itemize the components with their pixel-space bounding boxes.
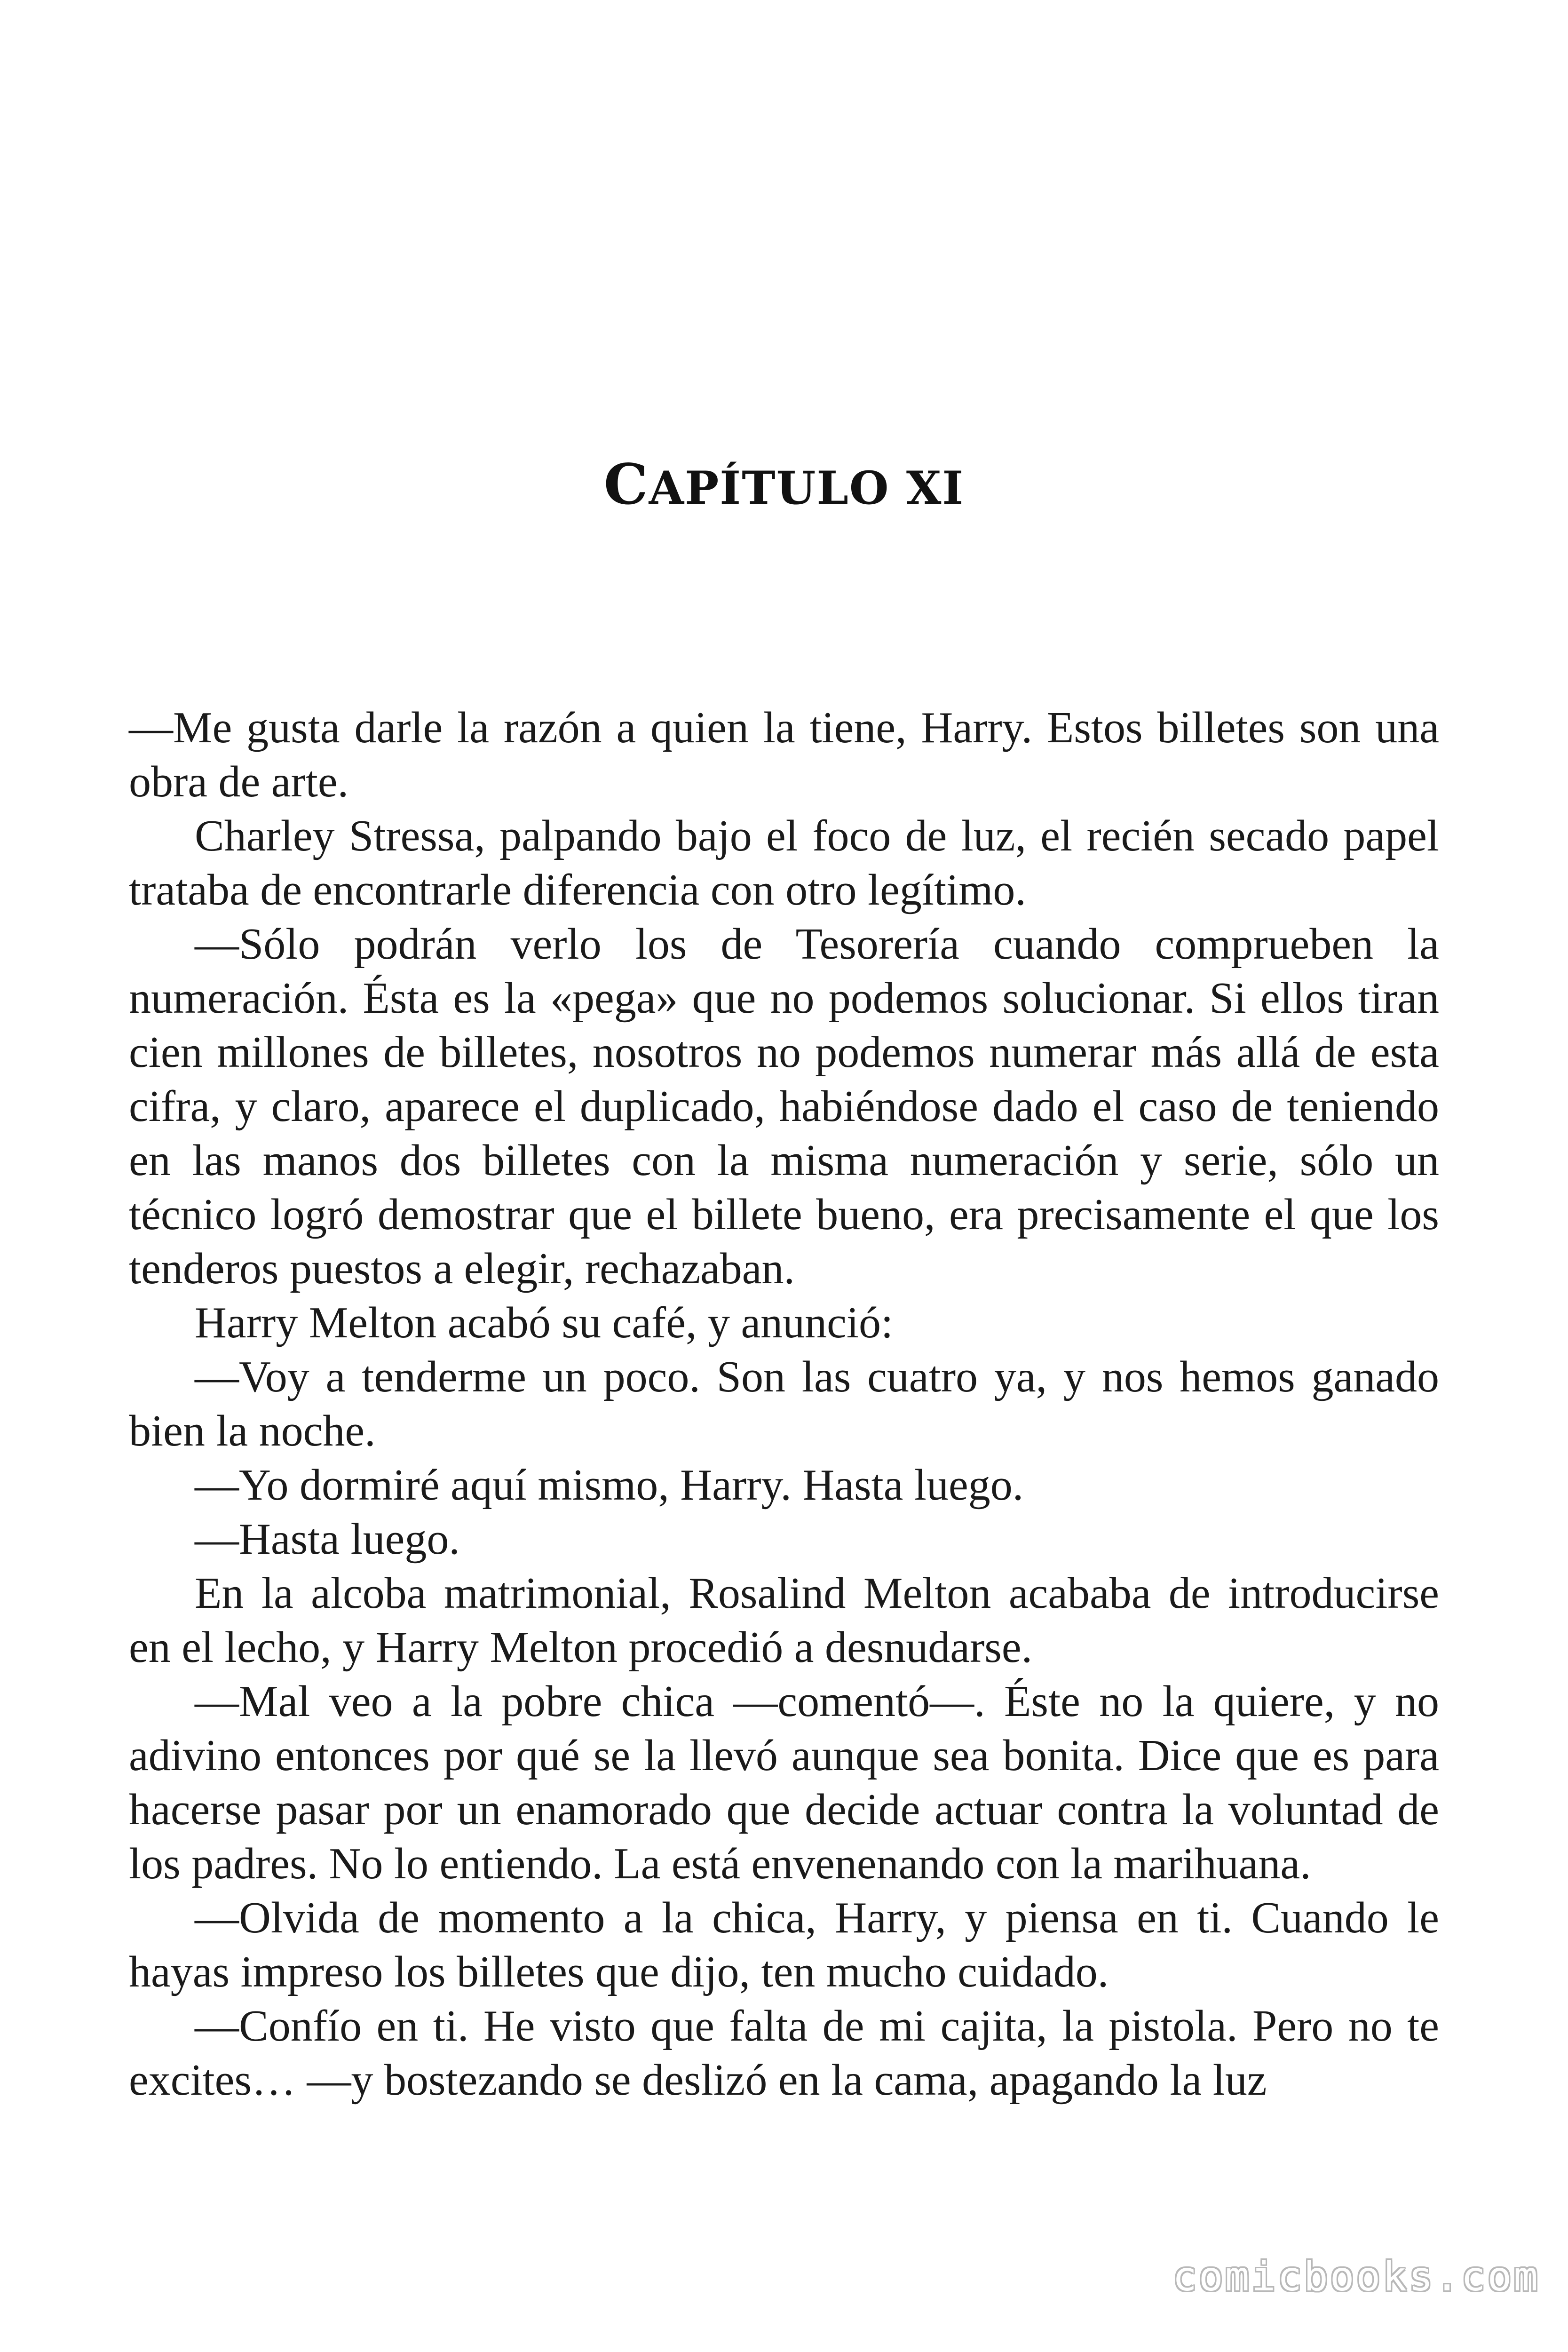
paragraph: En la alcoba matrimonial, Rosalind Melton acababa de introducirse en el lecho, y Harry Melton procedió a desnudarse. xyxy=(129,1569,1439,1672)
paragraph: —Hasta luego. xyxy=(195,1515,460,1564)
chapter-title-initial: C xyxy=(603,452,649,517)
paragraph: —Me gusta darle la razón a quien la tiene, Harry. Estos billetes son una obra de arte. xyxy=(129,703,1439,806)
paragraph: —Sólo podrán verlo los de Tesorería cuando comprueben la numeración. Ésta es la «pega» que no podemos solucionar. Si ellos tiran cien millones de billetes, nosotros no podemos numerar más allá de esta cifra, y claro, aparece el duplicado, habiéndose dado el caso de teniendo en las manos dos billetes con la misma numeración y serie, sólo un técnico logró demostrar que el billete bueno, era precisamente el que los tenderos puestos a elegir, rechazaban. xyxy=(129,920,1439,1293)
paragraph: —Confío en ti. He visto que falta de mi cajita, la pistola. Pero no te excites… —y bostezando se deslizó en la cama, apagando la luz xyxy=(129,2002,1439,2105)
chapter-body xyxy=(129,701,1439,2107)
paragraph: Charley Stressa, palpando bajo el foco de luz, el recién secado papel trataba de encontrarle diferencia con otro legítimo. xyxy=(129,811,1439,914)
paragraph: Harry Melton acabó su café, y anunció: xyxy=(195,1298,894,1347)
chapter-title xyxy=(0,452,1568,517)
chapter-title-rest: APÍTULO XI xyxy=(649,461,965,515)
paragraph: —Voy a tenderme un poco. Son las cuatro ya, y nos hemos ganado bien la noche. xyxy=(129,1352,1439,1455)
watermark: comicbooks.com xyxy=(1172,2253,1540,2300)
paragraph: —Yo dormiré aquí mismo, Harry. Hasta luego. xyxy=(195,1461,1024,1510)
paragraph: —Mal veo a la pobre chica —comentó—. Éste no la quiere, y no adivino entonces por qué se la llevó aunque sea bonita. Dice que es para hacerse pasar por un enamorado que decide actuar contra la voluntad de los padres. No lo entiendo. La está envenenando con la marihuana. xyxy=(129,1677,1439,1888)
paragraph: —Olvida de momento a la chica, Harry, y piensa en ti. Cuando le hayas impreso los billetes que dijo, ten mucho cuidado. xyxy=(129,1893,1439,1996)
